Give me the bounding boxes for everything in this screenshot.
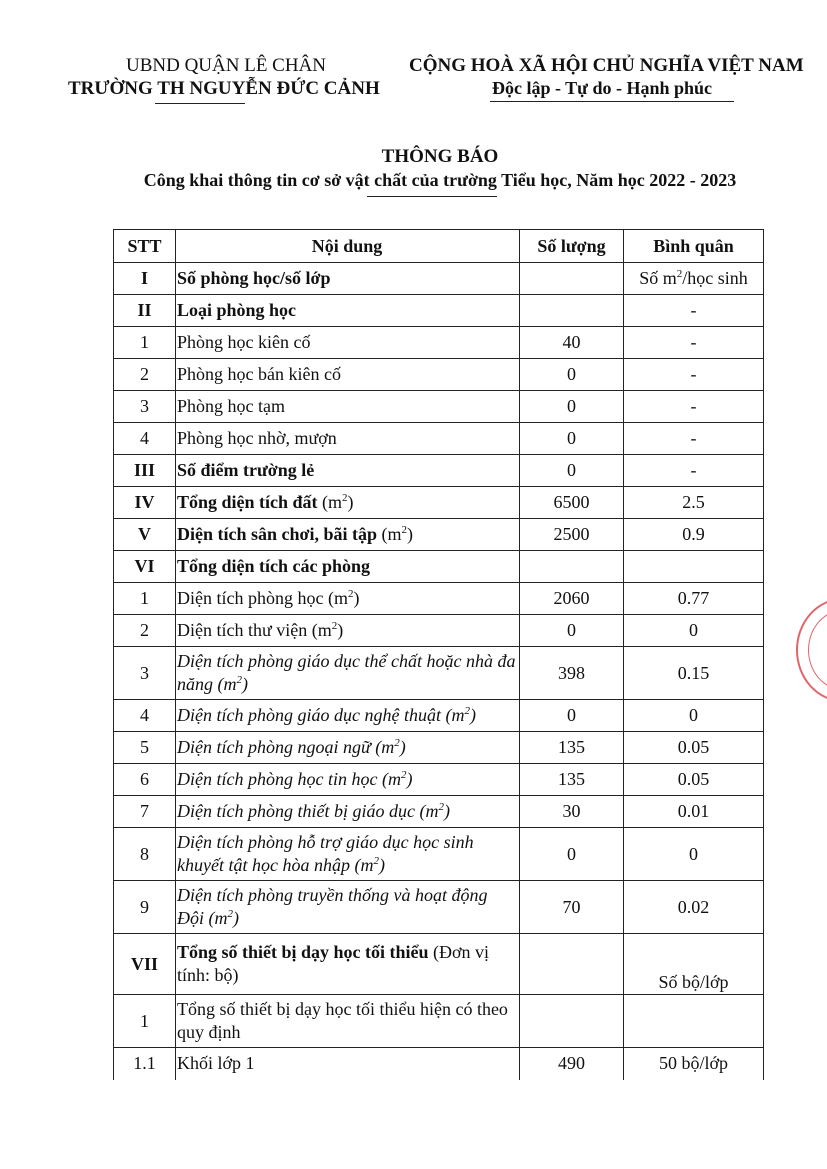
row-content — [176, 327, 520, 359]
superscript: 2 — [438, 801, 444, 813]
nation-name: CỘNG HOÀ XÃ HỘI CHỦ NGHĨA VIỆT NAM — [409, 55, 804, 76]
text-segment: 0.9 — [682, 524, 705, 544]
row-content — [176, 487, 520, 519]
text-segment: 0.15 — [677, 662, 710, 683]
table-row — [114, 647, 764, 700]
text-segment: Diện tích thư viện (m — [177, 620, 332, 640]
row-content — [176, 519, 520, 551]
subtitle-underline — [367, 196, 497, 197]
row-average — [624, 934, 764, 995]
table-row — [114, 615, 764, 647]
text-segment: 0.77 — [677, 588, 710, 608]
text-segment: Loại phòng học — [177, 300, 297, 320]
row-stt: 4 — [114, 423, 176, 455]
text-segment: 0 — [689, 705, 698, 725]
text-segment: 0.01 — [677, 801, 710, 821]
table-row — [114, 583, 764, 615]
col-header-quantity: Số lượng — [520, 230, 624, 263]
text-segment: Tổng số thiết bị dạy học tối thiểu hiện có theo quy định — [177, 999, 508, 1042]
row-quantity: 0 — [520, 615, 624, 647]
row-stt: 7 — [114, 796, 176, 828]
text-segment: 0 — [689, 843, 698, 864]
superscript: 2 — [464, 705, 470, 717]
row-average — [624, 295, 764, 327]
document-subtitle: Công khai thông tin cơ sở vật chất của trường Tiểu học, Năm học 2022 - 2023 — [143, 170, 737, 190]
text-segment: Khối lớp 1 — [177, 1053, 255, 1074]
row-stt: VII — [114, 934, 176, 995]
row-average — [624, 519, 764, 551]
text-segment: 0.05 — [677, 737, 710, 757]
row-stt: 3 — [114, 647, 176, 700]
row-content — [176, 359, 520, 391]
row-stt: VI — [114, 551, 176, 583]
row-quantity — [520, 263, 624, 295]
table-row — [114, 295, 764, 327]
row-stt: 1 — [114, 995, 176, 1048]
row-average — [624, 881, 764, 934]
document-title: THÔNG BÁO — [381, 146, 499, 167]
text-segment: Số phòng học/số lớp — [177, 268, 331, 288]
row-content — [176, 615, 520, 647]
table-row — [114, 359, 764, 391]
row-stt: II — [114, 295, 176, 327]
row-content — [176, 934, 520, 995]
superscript: 2 — [236, 674, 242, 686]
row-quantity: 70 — [520, 881, 624, 934]
row-quantity: 6500 — [520, 487, 624, 519]
text-segment: Diện tích phòng truyền thống và hoạt động Đội (m — [177, 885, 488, 928]
row-average — [624, 995, 764, 1048]
text-segment: Tổng số thiết bị dạy học tối thiểu — [177, 942, 429, 962]
row-average — [624, 423, 764, 455]
text-segment: 50 bộ/lớp — [658, 1053, 729, 1074]
superscript: 2 — [394, 737, 400, 749]
row-quantity: 0 — [520, 828, 624, 881]
row-quantity: 30 — [520, 796, 624, 828]
text-segment: - — [690, 460, 697, 480]
text-segment: Tổng diện tích các phòng — [177, 556, 371, 576]
table-row — [114, 828, 764, 881]
text-segment: - — [690, 300, 697, 320]
row-quantity: 0 — [520, 423, 624, 455]
row-average — [624, 764, 764, 796]
row-content — [176, 1048, 520, 1080]
text-segment: ) — [407, 524, 413, 544]
row-stt: V — [114, 519, 176, 551]
col-header-average: Bình quân — [624, 230, 764, 263]
superscript: 2 — [331, 620, 338, 632]
table-row — [114, 764, 764, 796]
table-row — [114, 732, 764, 764]
text-segment: (m — [317, 492, 343, 512]
text-segment: Phòng học bán kiên cố — [177, 364, 341, 384]
row-average — [624, 828, 764, 881]
row-content — [176, 732, 520, 764]
table-row — [114, 391, 764, 423]
superscript: 2 — [676, 268, 683, 280]
row-content — [176, 828, 520, 881]
row-content — [176, 423, 520, 455]
row-content — [176, 551, 520, 583]
row-content — [176, 796, 520, 828]
row-quantity — [520, 934, 624, 995]
row-average — [624, 359, 764, 391]
text-segment: - — [690, 364, 697, 384]
text-segment: Số m — [639, 268, 677, 288]
facilities-table — [113, 229, 764, 1080]
row-stt: 3 — [114, 391, 176, 423]
row-stt: 6 — [114, 764, 176, 796]
row-stt: 9 — [114, 881, 176, 934]
text-segment: 2.5 — [682, 492, 705, 512]
col-header-stt: STT — [114, 230, 176, 263]
text-segment: Tổng diện tích đất — [177, 492, 318, 512]
row-average — [624, 615, 764, 647]
row-quantity: 135 — [520, 764, 624, 796]
table-row — [114, 1048, 764, 1080]
text-segment: ) — [378, 855, 385, 875]
motto-underline — [490, 101, 734, 102]
row-average — [624, 1048, 764, 1080]
row-stt: 1 — [114, 583, 176, 615]
row-stt: 5 — [114, 732, 176, 764]
row-quantity: 0 — [520, 700, 624, 732]
text-segment: Số bộ/lớp — [658, 972, 729, 992]
row-average — [624, 455, 764, 487]
text-segment: - — [690, 332, 697, 352]
row-average — [624, 327, 764, 359]
text-segment: ) — [233, 908, 239, 928]
row-stt: 8 — [114, 828, 176, 881]
underline — [155, 103, 245, 104]
row-content — [176, 455, 520, 487]
table-row — [114, 327, 764, 359]
row-content — [176, 647, 520, 700]
text-segment: Diện tích sân chơi, bãi tập — [177, 524, 377, 544]
text-segment: 0 — [689, 620, 698, 640]
row-content — [176, 583, 520, 615]
row-content — [176, 263, 520, 295]
row-content — [176, 391, 520, 423]
text-segment: ) — [469, 705, 476, 725]
row-stt: I — [114, 263, 176, 295]
table-row — [114, 263, 764, 295]
red-stamp — [796, 598, 827, 702]
row-average — [624, 263, 764, 295]
row-average — [624, 647, 764, 700]
text-segment: Số điểm trường lẻ — [177, 460, 315, 480]
superscript: 2 — [347, 588, 354, 600]
table-row — [114, 551, 764, 583]
table-row — [114, 423, 764, 455]
text-segment: ) — [399, 737, 406, 757]
row-content — [176, 764, 520, 796]
text-segment: ) — [347, 492, 354, 512]
row-stt: 2 — [114, 359, 176, 391]
row-quantity: 40 — [520, 327, 624, 359]
row-average — [624, 796, 764, 828]
row-quantity: 2500 — [520, 519, 624, 551]
table-row — [114, 881, 764, 934]
table-row — [114, 700, 764, 732]
row-average — [624, 487, 764, 519]
row-quantity: 135 — [520, 732, 624, 764]
row-average — [624, 583, 764, 615]
row-quantity — [520, 551, 624, 583]
row-quantity — [520, 995, 624, 1048]
row-average — [624, 700, 764, 732]
row-average — [624, 551, 764, 583]
row-quantity: 2060 — [520, 583, 624, 615]
row-content — [176, 295, 520, 327]
row-quantity: 0 — [520, 391, 624, 423]
row-stt: IV — [114, 487, 176, 519]
text-segment: - — [690, 396, 697, 416]
text-segment: Diện tích phòng giáo dục thể chất hoặc nhà đa năng (m — [177, 651, 516, 694]
superscript: 2 — [227, 908, 233, 920]
text-segment: ) — [443, 801, 450, 821]
motto: Độc lập - Tự do - Hạnh phúc — [492, 78, 713, 98]
superscript: 2 — [373, 855, 379, 867]
row-content — [176, 881, 520, 934]
text-segment: Diện tích phòng thiết bị giáo dục (m — [177, 801, 439, 821]
table-row — [114, 455, 764, 487]
text-segment: Phòng học kiên cố — [177, 332, 311, 352]
text-segment: /học sinh — [682, 268, 748, 288]
superscript: 2 — [342, 492, 348, 504]
table-row — [114, 796, 764, 828]
text-segment: 0.02 — [677, 896, 710, 917]
table-row — [114, 995, 764, 1048]
row-quantity: 0 — [520, 359, 624, 391]
table-row — [114, 519, 764, 551]
text-segment: ) — [337, 620, 344, 640]
text-segment: Phòng học tạm — [177, 396, 285, 416]
text-segment: Diện tích phòng học (m — [177, 588, 348, 608]
row-quantity — [520, 295, 624, 327]
row-quantity: 490 — [520, 1048, 624, 1080]
text-segment: 0.05 — [677, 769, 710, 789]
col-header-content: Nội dung — [176, 230, 520, 263]
table-row — [114, 487, 764, 519]
text-segment: ) — [406, 769, 413, 789]
text-segment: ) — [353, 588, 360, 608]
text-segment: (m — [377, 524, 402, 544]
row-content — [176, 700, 520, 732]
text-segment: Diện tích phòng giáo dục nghệ thuật (m — [177, 705, 465, 725]
text-segment: ) — [242, 674, 248, 694]
text-segment: (Đơn vị tính: bộ) — [177, 942, 490, 985]
superscript: 2 — [400, 769, 407, 781]
text-segment: Diện tích phòng ngoại ngữ (m — [177, 737, 395, 757]
text-segment: Diện tích phòng hỗ trợ giáo dục học sinh khuyết tật học hòa nhập (m — [177, 832, 474, 875]
row-stt: III — [114, 455, 176, 487]
superscript: 2 — [401, 524, 407, 536]
school-name: TRƯỜNG TH NGUYỄN ĐỨC CẢNH — [68, 78, 380, 99]
row-stt: 4 — [114, 700, 176, 732]
text-segment: - — [690, 428, 697, 448]
row-stt: 2 — [114, 615, 176, 647]
row-stt: 1 — [114, 327, 176, 359]
row-stt: 1.1 — [114, 1048, 176, 1080]
row-quantity: 0 — [520, 455, 624, 487]
table-row — [114, 934, 764, 995]
row-quantity: 398 — [520, 647, 624, 700]
text-segment: Phòng học nhờ, mượn — [177, 428, 337, 448]
row-average — [624, 391, 764, 423]
row-content — [176, 995, 520, 1048]
row-average — [624, 732, 764, 764]
authority-name: UBND QUẬN LÊ CHÂN — [126, 55, 327, 76]
text-segment: Diện tích phòng học tin học (m — [177, 769, 401, 789]
